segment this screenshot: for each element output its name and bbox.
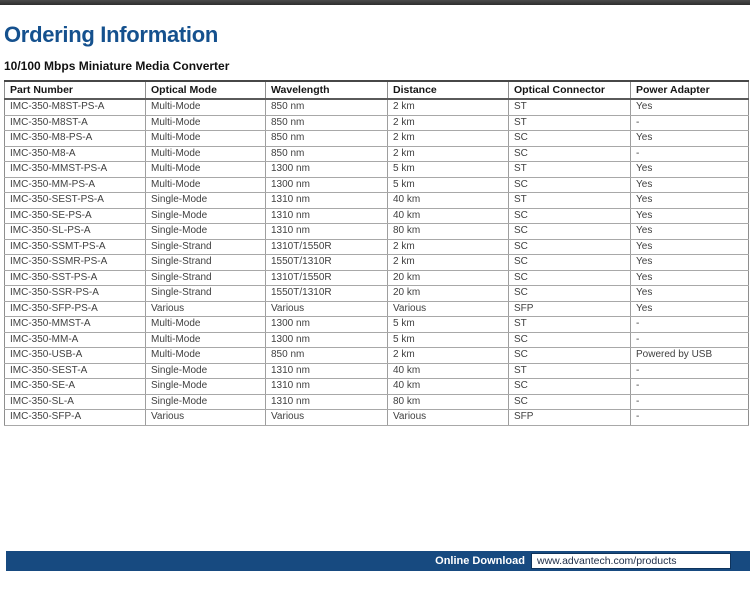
column-header: Part Number: [5, 81, 146, 99]
table-cell: -: [631, 379, 749, 395]
table-cell: 850 nm: [266, 146, 388, 162]
table-cell: 2 km: [388, 131, 509, 147]
table-cell: Yes: [631, 255, 749, 271]
table-row: [5, 270, 749, 286]
table-cell: IMC-350-SSR-PS-A: [5, 286, 146, 302]
table-cell: IMC-350-SEST-A: [5, 363, 146, 379]
table-cell: IMC-350-MMST-A: [5, 317, 146, 333]
table-cell: Yes: [631, 286, 749, 302]
table-cell: 1300 nm: [266, 162, 388, 178]
table-row: [5, 146, 749, 162]
table-cell: 2 km: [388, 99, 509, 115]
table-cell: 80 km: [388, 394, 509, 410]
table-cell: Single-Mode: [146, 394, 266, 410]
table-cell: SC: [509, 239, 631, 255]
table-cell: SFP: [509, 301, 631, 317]
table-row: [5, 224, 749, 240]
table-cell: IMC-350-MM-PS-A: [5, 177, 146, 193]
table-cell: Yes: [631, 131, 749, 147]
table-cell: Multi-Mode: [146, 146, 266, 162]
table-cell: Various: [146, 410, 266, 426]
table-cell: SFP: [509, 410, 631, 426]
table-cell: Yes: [631, 239, 749, 255]
table-cell: IMC-350-SEST-PS-A: [5, 193, 146, 209]
table-cell: IMC-350-SL-A: [5, 394, 146, 410]
table-cell: ST: [509, 115, 631, 131]
table-cell: Single-Strand: [146, 286, 266, 302]
table-row: [5, 131, 749, 147]
table-row: [5, 208, 749, 224]
table-cell: -: [631, 332, 749, 348]
table-cell: Yes: [631, 224, 749, 240]
table-cell: Multi-Mode: [146, 317, 266, 333]
table-cell: SC: [509, 286, 631, 302]
table-cell: 40 km: [388, 193, 509, 209]
table-cell: Single-Strand: [146, 270, 266, 286]
table-cell: SC: [509, 379, 631, 395]
table-row: [5, 115, 749, 131]
table-cell: Single-Mode: [146, 363, 266, 379]
table-cell: 80 km: [388, 224, 509, 240]
table-cell: 1550T/1310R: [266, 286, 388, 302]
table-row: [5, 255, 749, 271]
table-cell: 1300 nm: [266, 177, 388, 193]
table-cell: 2 km: [388, 239, 509, 255]
column-header: Distance: [388, 81, 509, 99]
ordering-table: [4, 80, 749, 426]
table-row: [5, 410, 749, 426]
table-cell: IMC-350-SL-PS-A: [5, 224, 146, 240]
table-cell: -: [631, 317, 749, 333]
table-cell: Multi-Mode: [146, 177, 266, 193]
table-cell: IMC-350-M8-A: [5, 146, 146, 162]
table-cell: Single-Strand: [146, 255, 266, 271]
table-row: [5, 239, 749, 255]
table-row: [5, 99, 749, 115]
table-cell: 1310T/1550R: [266, 270, 388, 286]
table-cell: Yes: [631, 193, 749, 209]
table-cell: 1310T/1550R: [266, 239, 388, 255]
table-cell: 850 nm: [266, 348, 388, 364]
table-cell: Multi-Mode: [146, 332, 266, 348]
table-cell: Various: [266, 410, 388, 426]
download-url-link[interactable]: www.advantech.com/products: [531, 553, 731, 569]
table-cell: Various: [146, 301, 266, 317]
table-cell: 1310 nm: [266, 363, 388, 379]
table-cell: Various: [388, 301, 509, 317]
table-cell: 850 nm: [266, 131, 388, 147]
table-row: [5, 394, 749, 410]
table-cell: SC: [509, 224, 631, 240]
table-cell: IMC-350-MM-A: [5, 332, 146, 348]
table-cell: -: [631, 146, 749, 162]
table-cell: IMC-350-SFP-PS-A: [5, 301, 146, 317]
table-header: [5, 81, 749, 99]
table-section-title: 10/100 Mbps Miniature Media Converter: [4, 59, 230, 73]
table-cell: Multi-Mode: [146, 131, 266, 147]
table-cell: IMC-350-USB-A: [5, 348, 146, 364]
table-cell: Yes: [631, 208, 749, 224]
table-cell: -: [631, 394, 749, 410]
table-cell: 5 km: [388, 332, 509, 348]
table-cell: -: [631, 363, 749, 379]
table-cell: Yes: [631, 177, 749, 193]
table-cell: ST: [509, 193, 631, 209]
table-cell: IMC-350-SSMR-PS-A: [5, 255, 146, 271]
column-header: Optical Connector: [509, 81, 631, 99]
table-cell: 850 nm: [266, 115, 388, 131]
table-cell: 2 km: [388, 115, 509, 131]
table-cell: 1300 nm: [266, 332, 388, 348]
table-cell: Yes: [631, 99, 749, 115]
table-cell: 5 km: [388, 177, 509, 193]
table-cell: 40 km: [388, 363, 509, 379]
table-cell: SC: [509, 348, 631, 364]
table-cell: 1550T/1310R: [266, 255, 388, 271]
table-cell: 1310 nm: [266, 193, 388, 209]
table-cell: Single-Mode: [146, 224, 266, 240]
table-cell: Multi-Mode: [146, 115, 266, 131]
table-cell: SC: [509, 270, 631, 286]
table-cell: 2 km: [388, 146, 509, 162]
table-cell: -: [631, 115, 749, 131]
table-cell: IMC-350-SE-A: [5, 379, 146, 395]
table-cell: 40 km: [388, 208, 509, 224]
table-cell: SC: [509, 332, 631, 348]
page-title: Ordering Information: [4, 22, 219, 47]
column-header: Optical Mode: [146, 81, 266, 99]
table-cell: Multi-Mode: [146, 348, 266, 364]
table-cell: IMC-350-M8ST-A: [5, 115, 146, 131]
table-cell: SC: [509, 394, 631, 410]
table-row: [5, 177, 749, 193]
table-cell: Various: [388, 410, 509, 426]
table-cell: 1310 nm: [266, 379, 388, 395]
table-cell: SC: [509, 177, 631, 193]
table-cell: IMC-350-M8ST-PS-A: [5, 99, 146, 115]
table-cell: Powered by USB: [631, 348, 749, 364]
table-cell: 5 km: [388, 162, 509, 178]
table-cell: SC: [509, 255, 631, 271]
table-row: [5, 193, 749, 209]
table-cell: Single-Mode: [146, 193, 266, 209]
table-cell: IMC-350-SFP-A: [5, 410, 146, 426]
table-cell: Yes: [631, 301, 749, 317]
top-divider-bar: [0, 0, 750, 5]
online-download-label: Online Download: [435, 555, 525, 567]
table-cell: Single-Strand: [146, 239, 266, 255]
table-cell: SC: [509, 131, 631, 147]
table-row: [5, 301, 749, 317]
table-cell: ST: [509, 162, 631, 178]
table-cell: SC: [509, 146, 631, 162]
table-cell: SC: [509, 208, 631, 224]
table-cell: ST: [509, 99, 631, 115]
table-cell: 2 km: [388, 348, 509, 364]
table-row: [5, 332, 749, 348]
online-download-bar: [6, 551, 750, 571]
table-cell: 5 km: [388, 317, 509, 333]
table-cell: 1310 nm: [266, 208, 388, 224]
table-cell: 2 km: [388, 255, 509, 271]
table-cell: IMC-350-SST-PS-A: [5, 270, 146, 286]
column-header: Power Adapter: [631, 81, 749, 99]
table-cell: Multi-Mode: [146, 99, 266, 115]
table-cell: -: [631, 410, 749, 426]
table-cell: IMC-350-SE-PS-A: [5, 208, 146, 224]
table-cell: 20 km: [388, 286, 509, 302]
table-cell: Multi-Mode: [146, 162, 266, 178]
table-body: [5, 99, 749, 425]
table-row: [5, 379, 749, 395]
column-header: Wavelength: [266, 81, 388, 99]
table-row: [5, 363, 749, 379]
table-cell: 850 nm: [266, 99, 388, 115]
table-cell: 1300 nm: [266, 317, 388, 333]
table-header-row: [5, 81, 749, 99]
table-cell: Yes: [631, 270, 749, 286]
table-row: [5, 348, 749, 364]
table-cell: ST: [509, 363, 631, 379]
table-cell: ST: [509, 317, 631, 333]
table-cell: 20 km: [388, 270, 509, 286]
table-cell: Yes: [631, 162, 749, 178]
table-row: [5, 317, 749, 333]
table-cell: Single-Mode: [146, 208, 266, 224]
table-cell: Various: [266, 301, 388, 317]
table-cell: 40 km: [388, 379, 509, 395]
table-cell: IMC-350-M8-PS-A: [5, 131, 146, 147]
table-cell: IMC-350-SSMT-PS-A: [5, 239, 146, 255]
table-cell: 1310 nm: [266, 224, 388, 240]
table-cell: 1310 nm: [266, 394, 388, 410]
table-cell: IMC-350-MMST-PS-A: [5, 162, 146, 178]
table-cell: Single-Mode: [146, 379, 266, 395]
table-row: [5, 286, 749, 302]
table-row: [5, 162, 749, 178]
